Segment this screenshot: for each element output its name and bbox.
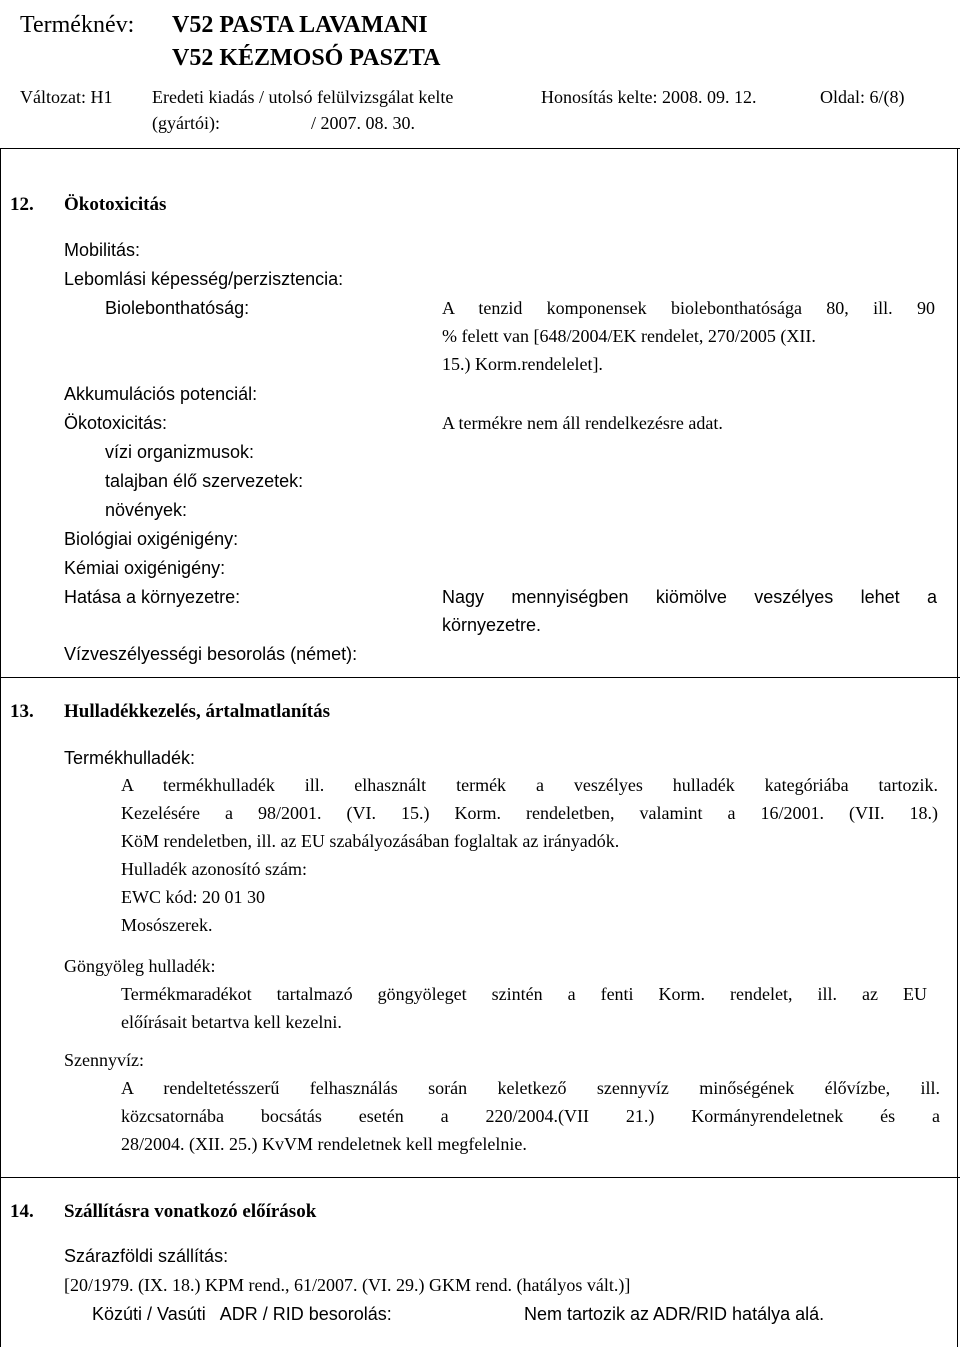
section-12-title: Ökotoxicitás	[64, 194, 167, 215]
section-13-number: 13.	[10, 701, 34, 722]
waste-id-label: Hulladék azonosító szám:	[121, 859, 307, 879]
product-label: Terméknév:	[20, 12, 135, 38]
section-13-left-border	[0, 677, 1, 1177]
aquatic-label: vízi organizmusok:	[105, 442, 255, 462]
packaging-waste-line-1: Termékmaradékot tartalmazó göngyöleget szintén a fenti Korm. rendelet, ill. az EU	[121, 984, 927, 1004]
packaging-waste-line-2: előírásait betartva kell kezelni.	[121, 1012, 342, 1032]
biodegradability-value-1: A tenzid komponensek biolebonthatósága 80, ill. 90	[442, 298, 935, 318]
wastewater-line-1: A rendeltetésszerű felhasználás során keletkező szennyvíz minőségének élővízbe, ill.	[121, 1078, 940, 1098]
land-transport-regulation: [20/1979. (IX. 18.) KPM rend., 61/2007. (VI. 29.) GKM rend. (hatályos vált.)]	[64, 1275, 631, 1295]
env-effect-value-1: Nagy mennyiségben kiömölve veszélyes lehet a	[442, 587, 937, 607]
section-13-divider	[0, 1177, 960, 1178]
header-divider	[0, 148, 960, 149]
product-waste-line-1: A termékhulladék ill. elhasznált termék a veszélyes hulladék kategóriába tartozik.	[121, 775, 938, 795]
product-name-2: V52 KÉZMOSÓ PASZTA	[172, 45, 441, 71]
product-name-1: V52 PASTA LAVAMANI	[172, 12, 428, 38]
issue-date: / 2007. 08. 30.	[311, 113, 416, 133]
validation-date: Honosítás kelte: 2008. 09. 12.	[541, 87, 757, 107]
product-waste-line-3: KöM rendeletben, ill. az EU szabályozásában foglaltak az irányadók.	[121, 831, 620, 851]
land-transport-label: Szárazföldi szállítás:	[64, 1246, 229, 1266]
product-waste-line-2: Kezelésére a 98/2001. (VI. 15.) Korm. rendeletben, valamint a 16/2001. (VII. 18.)	[121, 803, 938, 823]
biodegradability-value-3: 15.) Korm.rendelelet].	[442, 354, 603, 374]
section-12-left-border	[0, 148, 1, 677]
wastewater-line-3: 28/2004. (XII. 25.) KvVM rendeletnek kell megfelelnie.	[121, 1134, 527, 1154]
degradability-label: Lebomlási képesség/perzisztencia:	[64, 269, 344, 289]
plants-label: növények:	[105, 500, 188, 520]
section-12-right-border	[957, 148, 958, 677]
version-label: Változat: H1	[20, 87, 113, 107]
biodegradability-value-2: % felett van [648/2004/EK rendelet, 270/2005 (XII.	[442, 326, 816, 346]
env-effect-label: Hatása a környezetre:	[64, 587, 241, 607]
env-effect-value-2: környezetre.	[442, 615, 542, 635]
packaging-waste-label: Göngyöleg hulladék:	[64, 956, 216, 976]
ewc-description: Mosószerek.	[121, 915, 213, 935]
wastewater-line-2: közcsatornába bocsátás esetén a 220/2004.(VII 21.) Kormányrendeletnek és a	[121, 1106, 940, 1126]
wgk-label: Vízveszélyességi besorolás (német):	[64, 644, 358, 664]
page-number: Oldal: 6/(8)	[820, 87, 905, 107]
product-waste-label: Termékhulladék:	[64, 748, 196, 768]
section-12-divider	[0, 677, 960, 678]
ecotoxicity-value: A termékre nem áll rendelkezésre adat.	[442, 413, 723, 433]
wastewater-label: Szennyvíz:	[64, 1050, 144, 1070]
issue-label-2: (gyártói):	[152, 113, 220, 133]
biodegradability-label: Biolebonthatóság:	[105, 298, 250, 318]
adr-rid-value: Nem tartozik az ADR/RID hatálya alá.	[524, 1304, 825, 1324]
section-13-right-border	[957, 677, 958, 1177]
bioaccumulation-label: Akkumulációs potenciál:	[64, 384, 258, 404]
section-14-title: Szállításra vonatkozó előírások	[64, 1201, 317, 1222]
section-12-number: 12.	[10, 194, 34, 215]
cod-label: Kémiai oxigénigény:	[64, 558, 226, 578]
issue-label: Eredeti kiadás / utolsó felülvizsgálat kelte	[152, 87, 454, 107]
soil-label: talajban élő szervezetek:	[105, 471, 304, 491]
section-14-left-border	[0, 1177, 1, 1347]
ecotoxicity-label: Ökotoxicitás:	[64, 413, 168, 433]
ewc-code: EWC kód: 20 01 30	[121, 887, 265, 907]
section-14-number: 14.	[10, 1201, 34, 1222]
mobility-label: Mobilitás:	[64, 240, 141, 260]
section-14-right-border	[957, 1177, 958, 1347]
adr-rid-label: Közúti / Vasúti ADR / RID besorolás:	[92, 1304, 392, 1324]
bod-label: Biológiai oxigénigény:	[64, 529, 239, 549]
section-13-title: Hulladékkezelés, ártalmatlanítás	[64, 701, 330, 722]
